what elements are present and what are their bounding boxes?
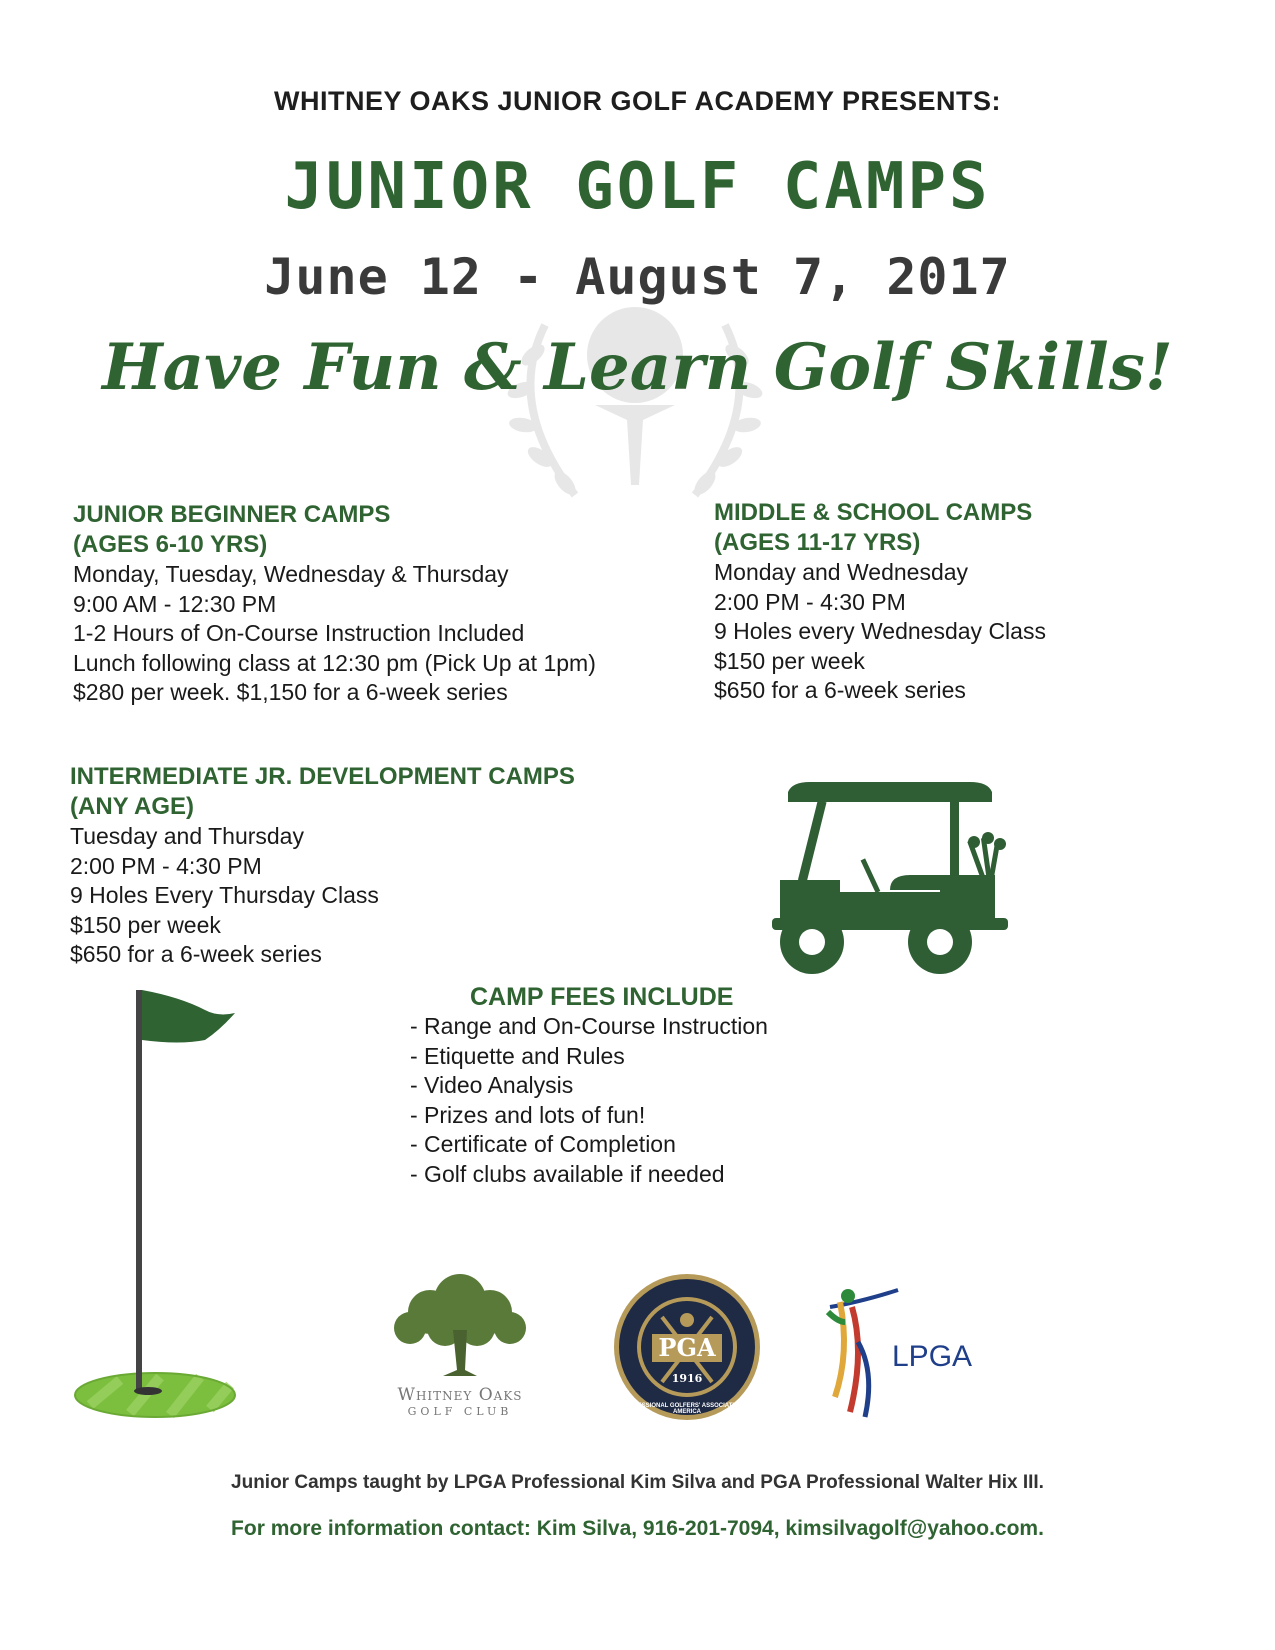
- fee-item: - Prizes and lots of fun!: [410, 1101, 646, 1128]
- beginner-camps-section: [73, 500, 673, 708]
- pga-center-text: PGA: [658, 1333, 716, 1362]
- beginner-ages: (AGES 6-10 YRS): [73, 531, 268, 558]
- intermediate-line: 9 Holes Every Thursday Class: [70, 882, 379, 908]
- lpga-logo: [820, 1282, 990, 1422]
- camp-fees-heading: CAMP FEES INCLUDE: [470, 983, 734, 1011]
- page-title: JUNIOR GOLF CAMPS: [284, 150, 991, 224]
- beginner-line: Lunch following class at 12:30 pm (Pick Up at 1pm): [73, 649, 596, 676]
- golf-flag-icon: [70, 985, 250, 1435]
- pga-year: 1916: [671, 1372, 703, 1385]
- intermediate-camps-section: [70, 762, 710, 970]
- intermediate-line: Tuesday and Thursday: [70, 823, 304, 849]
- camp-dates: June 12 - August 7, 2017: [264, 248, 1011, 306]
- beginner-line: 9:00 AM - 12:30 PM: [73, 590, 277, 617]
- beginner-line: Monday, Tuesday, Wednesday & Thursday: [73, 561, 509, 587]
- intermediate-line: $150 per week: [70, 911, 221, 938]
- lpga-golfer-icon: [820, 1282, 900, 1422]
- lpga-wordmark: LPGA: [892, 1340, 973, 1373]
- intermediate-ages: (ANY AGE): [70, 793, 195, 820]
- beginner-heading: JUNIOR BEGINNER CAMPS: [73, 501, 391, 528]
- whitney-oaks-logo: [385, 1270, 535, 1418]
- academy-presents-heading: WHITNEY OAKS JUNIOR GOLF ACADEMY PRESENTS:: [273, 86, 1002, 116]
- fee-item: - Certificate of Completion: [410, 1131, 676, 1157]
- beginner-line: 1-2 Hours of On-Course Instruction Included: [73, 620, 525, 646]
- middle-school-camps-section: [714, 498, 1234, 706]
- fee-item: - Range and On-Course Instruction: [410, 1013, 768, 1039]
- fee-item: - Etiquette and Rules: [410, 1042, 625, 1069]
- middle-line: 2:00 PM - 4:30 PM: [714, 588, 906, 615]
- beginner-line: $280 per week. $1,150 for a 6-week series: [73, 679, 508, 705]
- pga-logo: [612, 1272, 762, 1422]
- intermediate-heading: INTERMEDIATE JR. DEVELOPMENT CAMPS: [70, 763, 575, 790]
- middle-line: $150 per week: [714, 647, 865, 674]
- oak-tree-icon: [385, 1270, 535, 1380]
- instructors-note: Junior Camps taught by LPGA Professional Kim Silva and PGA Professional Walter Hix III.: [231, 1472, 1044, 1493]
- middle-ages: (AGES 11-17 YRS): [714, 529, 921, 556]
- middle-line: $650 for a 6-week series: [714, 677, 966, 703]
- middle-heading: MIDDLE & SCHOOL CAMPS: [714, 499, 1033, 526]
- tagline: Have Fun & Learn Golf Skills!: [102, 330, 1173, 405]
- intermediate-line: $650 for a 6-week series: [70, 941, 322, 967]
- contact-info: For more information contact: Kim Silva, 916-201-7094, kimsilvagolf@yahoo.com.: [231, 1517, 1044, 1540]
- middle-line: Monday and Wednesday: [714, 559, 969, 585]
- pga-ring-text: PROFESSIONAL GOLFERS' ASSOCIATION OF AMERICA: [621, 1403, 753, 1415]
- middle-line: 9 Holes every Wednesday Class: [714, 618, 1046, 644]
- whitney-oaks-name: Whitney Oaks: [397, 1385, 523, 1405]
- intermediate-line: 2:00 PM - 4:30 PM: [70, 852, 262, 879]
- fee-item: - Golf clubs available if needed: [410, 1160, 725, 1187]
- camp-fees-section: [410, 982, 910, 1189]
- whitney-oaks-sub: GOLF CLUB: [407, 1405, 513, 1418]
- fee-item: - Video Analysis: [410, 1072, 574, 1098]
- golf-ball-laurel-watermark: [485, 285, 785, 525]
- golf-cart-icon: [760, 780, 1020, 980]
